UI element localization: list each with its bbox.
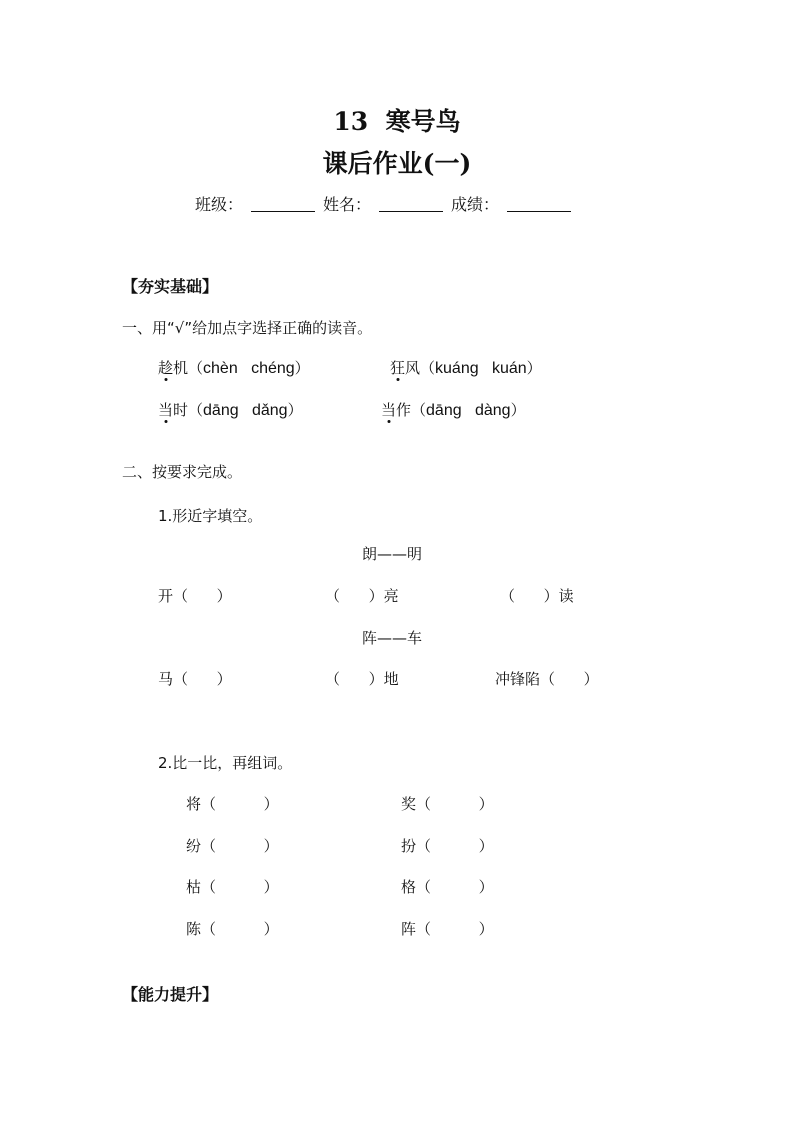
pinyin-options[interactable]: kuáng kuán xyxy=(435,360,527,377)
pinyin-options[interactable]: dāng dàng xyxy=(426,402,511,419)
fill-blank-item[interactable]: （ ）亮 xyxy=(325,587,399,605)
pinyin-options[interactable]: chèn chéng xyxy=(203,360,295,377)
dotted-char: 趁 xyxy=(158,359,174,377)
compare-item[interactable]: 将（ ） xyxy=(186,795,279,813)
compare-item[interactable]: 枯（ ） xyxy=(186,878,279,896)
class-blank[interactable] xyxy=(251,195,315,212)
student-info-line xyxy=(195,192,579,215)
question-2-prompt: 二、按要求完成。 xyxy=(122,463,243,481)
fill-blank-item[interactable]: （ ）地 xyxy=(325,670,399,688)
pinyin-options[interactable]: dāng dǎng xyxy=(203,402,288,419)
pinyin-item: 当时（dāng dǎng） xyxy=(158,401,303,419)
pinyin-item: 狂风（kuáng kuán） xyxy=(390,359,542,377)
subquestion-2-prompt: 2.比一比，再组词。 xyxy=(158,754,293,772)
fill-blank-item[interactable]: 冲锋陷（ ） xyxy=(495,670,599,688)
fill-blank-item[interactable]: 马（ ） xyxy=(158,670,232,688)
compare-item[interactable]: 陈（ ） xyxy=(186,920,279,938)
compare-item[interactable]: 扮（ ） xyxy=(401,837,494,855)
dotted-char: 狂 xyxy=(390,359,406,377)
score-blank[interactable] xyxy=(507,195,571,212)
name-label: 姓名： xyxy=(323,195,372,214)
worksheet-title: 课后作业(一) xyxy=(322,149,472,178)
section-heading-advanced: 【能力提升】 xyxy=(122,985,219,1004)
pinyin-item: 当作（dāng dàng） xyxy=(381,401,526,419)
fill-blank-item[interactable]: （ ）读 xyxy=(500,587,574,605)
char-pair-label: 阵——车 xyxy=(362,629,423,647)
char-pair-label: 朗——明 xyxy=(362,545,423,563)
class-label: 班级： xyxy=(195,195,244,214)
compare-item[interactable]: 纷（ ） xyxy=(186,837,279,855)
score-label: 成绩： xyxy=(451,195,500,214)
dotted-char: 当 xyxy=(158,401,174,419)
compare-item[interactable]: 格（ ） xyxy=(401,878,494,896)
subquestion-1-prompt: 1.形近字填空。 xyxy=(158,507,263,525)
section-heading-basics: 【夯实基础】 xyxy=(122,277,219,296)
question-1-prompt: 一、用“√”给加点字选择正确的读音。 xyxy=(122,319,373,337)
compare-item[interactable]: 阵（ ） xyxy=(401,920,494,938)
name-blank[interactable] xyxy=(379,195,443,212)
compare-item[interactable]: 奖（ ） xyxy=(401,795,494,813)
fill-blank-item[interactable]: 开（ ） xyxy=(158,587,232,605)
lesson-title: 13 寒号鸟 xyxy=(333,107,461,136)
pinyin-item: 趁机（chèn chéng） xyxy=(158,359,310,377)
dotted-char: 当 xyxy=(381,401,397,419)
